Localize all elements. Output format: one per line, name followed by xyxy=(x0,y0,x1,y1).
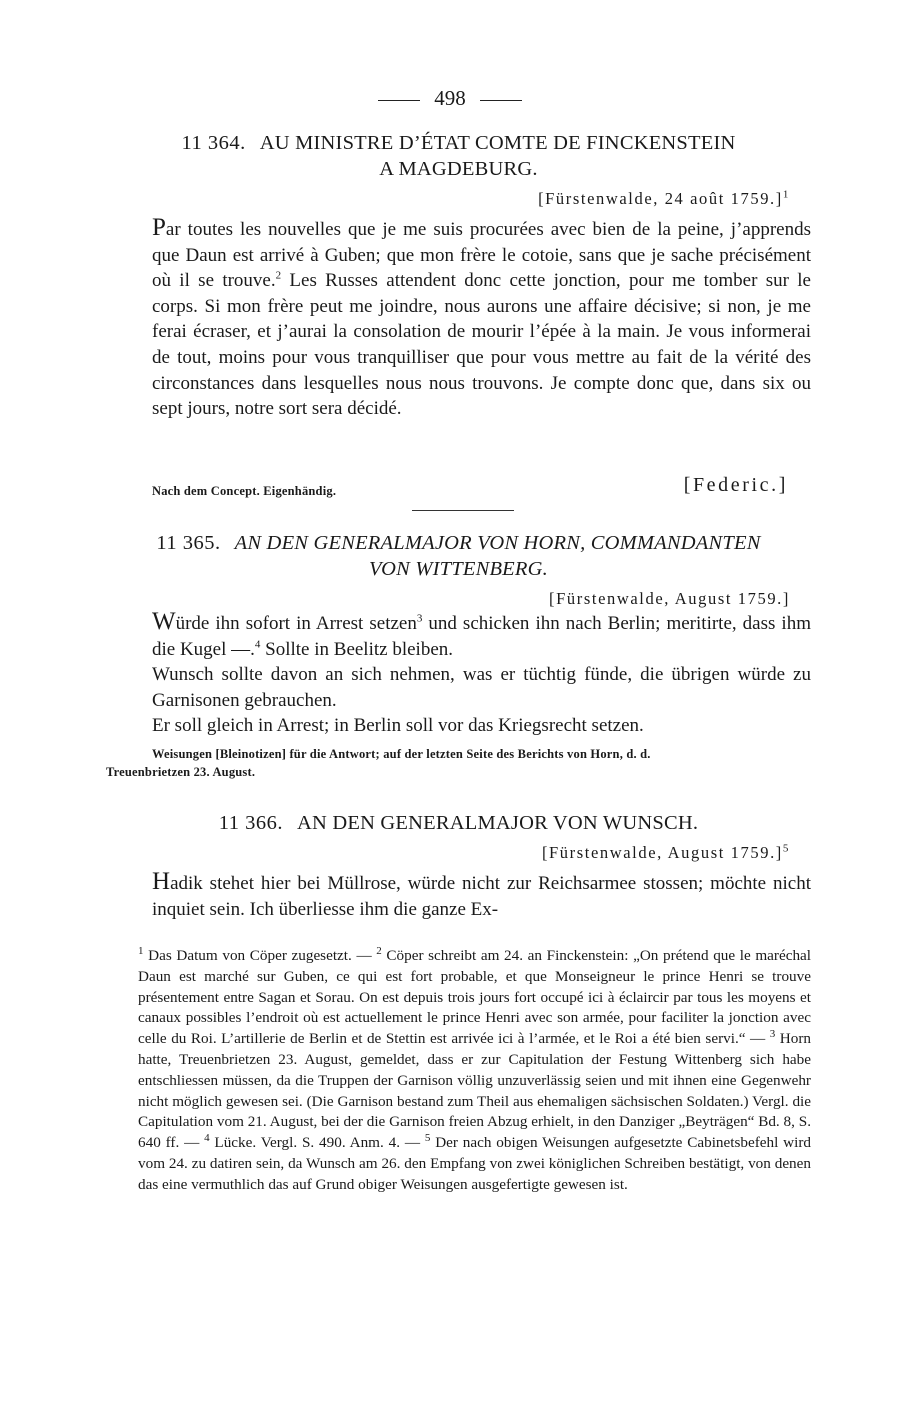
initial-letter: W xyxy=(152,608,176,635)
date-text: [Fürstenwalde, August 1759.] xyxy=(541,843,783,862)
letter-number: 11 366. xyxy=(218,812,284,834)
letter-number: 11 364. xyxy=(181,132,246,154)
footnote-ref: 3 xyxy=(416,612,423,625)
letter-title: AU MINISTRE D’ÉTAT COMTE DE FINCKENSTEIN xyxy=(259,132,736,154)
footnote-mark: 1 xyxy=(138,944,144,957)
page-number-text: 498 xyxy=(434,86,466,110)
letter-11364-body xyxy=(106,215,811,422)
section-divider xyxy=(412,510,514,511)
letter-11365-source-note: Weisungen [Bleinotizen] für die Antwort; auf der letzten Seite des Berichts von Horn, d. d. xyxy=(152,747,651,761)
letter-11364-source-note: Nach dem Concept. Eigenhändig. xyxy=(152,484,337,498)
page-number-dash-left xyxy=(378,100,420,101)
letter-11364-date xyxy=(538,189,790,209)
body-text: und schicken ihn nach Berlin; meritirte, dass ihm die Kugel —. xyxy=(152,613,811,660)
footnote-mark: 4 xyxy=(204,1132,210,1145)
initial-letter: P xyxy=(152,214,166,241)
page-number xyxy=(0,86,900,111)
body-text: Hadik stehet hier bei Müllrose, würde nicht zur Reichsarmee stossen; möchte nicht inquiet sein. Ich überliesse ihm die ganze Ex- xyxy=(152,868,811,920)
body-paragraph: Wunsch sollte davon an sich nehmen, was er tüchtig fünde, die übrigen würde zu Garnisonen gebrauchen. xyxy=(152,664,811,711)
body-text: Würde ihn sofort in Arrest setzen xyxy=(152,608,417,635)
footnote-text: Horn hatte, Treuenbrietzen 23. August, gemeldet, dass er zur Capitulation der Festung Wittenberg sich habe entschliessen müssen, da die Truppen der Garnison völlig unzuverlässig seien und mit ihnen eine Gegenwehr nicht möglich gewesen sei. (Die Garnison bestand zum Theil aus ehemaligen sächsischen Soldaten.) Vergl. die Capitulation vom 21. August, bei der die Garnison freien Abzug erhielt, in den Danziger „Beyträgen“ Bd. 8, S. 640 ff. — xyxy=(138,1030,811,1152)
letter-11365-body xyxy=(106,609,811,739)
footnotes xyxy=(106,946,811,1196)
body-text: Par toutes les nouvelles que je me suis procurées avec bien de la peine, j’apprends que Daun est arrivé à Guben; que mon frère le cotoie, sans que je sache précisément où il se trouve. xyxy=(152,214,811,292)
letter-11366-date xyxy=(542,843,790,863)
letter-11365-source-note-line2: Treuenbrietzen 23. August. xyxy=(106,765,256,779)
footnote-mark: 5 xyxy=(424,1132,431,1145)
footnote-text: Lücke. Vergl. S. 490. Anm. 4. — xyxy=(209,1134,425,1152)
letter-11365-heading xyxy=(106,530,811,582)
body-text: Les Russes attendent donc cette jonction, pour me tomber sur le corps. Si mon frère peut me joindre, nous aurons une affaire décisive; si non, je me ferai écraser, et j’aurai la consolation de mourir l’épée à la main. Je vous informerai de tout, moins pour vous tranquilliser que pour vous mettre au fait de la vérité des circonstances dans lesquelles nous nous trouvons. Je compte donc que, dans six ou sept jours, notre sort sera décidé. xyxy=(152,270,811,420)
footnote-text: Der nach obigen Weisungen aufgesetzte Cabinetsbefehl wird vom 24. zu datiren sein, da Wunsch am 26. den Empfang von zwei königlichen Schreiben bestätigt, von denen das eine vermuthlich das auf Grund obiger Weisungen ausgefertigte gewesen ist. xyxy=(138,1134,811,1193)
body-text: Sollte in Beelitz bleiben. xyxy=(260,638,454,660)
footnote-mark: 3 xyxy=(769,1028,776,1041)
letter-title-line2: VON WITTENBERG. xyxy=(369,558,548,580)
date-text: [Fürstenwalde, 24 août 1759.] xyxy=(538,189,783,208)
letter-11365-date: [Fürstenwalde, August 1759.] xyxy=(549,589,790,608)
letter-11364-signature: [Federic.] xyxy=(683,474,788,496)
letter-11364-heading xyxy=(106,130,811,182)
footnote-ref: 2 xyxy=(275,269,282,282)
initial-letter: H xyxy=(152,868,171,895)
letter-title: AN DEN GENERALMAJOR VON HORN, COMMANDANTEN xyxy=(234,532,761,554)
footnote-mark: 2 xyxy=(376,944,382,957)
page-number-dash-right xyxy=(480,100,522,101)
footnote-text: Das Datum von Cöper zugesetzt. — xyxy=(143,947,377,964)
footnote-text: Cöper schreibt am 24. an Finckenstein: „On prétend que le maréchal Daun est marché sur Guben, ce qui est fort probable, et que Monseigneur le prince Henri se trouve présentement entre Sagan et Sorau. On est depuis trois jours fort occupé ici à éclaircir par tous les moyens et canaux possibles l’endroit où est actuellement le prince Henri avec son armée, pour faciliter la jonction avec celle du Roi. L’artillerie de Berlin et de Stettin est arrivée ici à l’armée, et le Roi a été bien servi.“ — xyxy=(138,947,811,1048)
footnote-ref: 5 xyxy=(782,842,790,855)
letter-11366-heading xyxy=(106,810,811,836)
letter-11366-body xyxy=(106,869,811,922)
body-paragraph: Er soll gleich in Arrest; in Berlin soll vor das Kriegsrecht setzen. xyxy=(152,715,644,737)
letter-title: AN DEN GENERALMAJOR VON WUNSCH. xyxy=(297,812,699,834)
letter-number: 11 365. xyxy=(156,532,221,554)
letter-title-line2: A MAGDEBURG. xyxy=(379,158,538,180)
footnote-ref: 1 xyxy=(782,188,790,201)
footnote-ref: 4 xyxy=(254,638,261,651)
